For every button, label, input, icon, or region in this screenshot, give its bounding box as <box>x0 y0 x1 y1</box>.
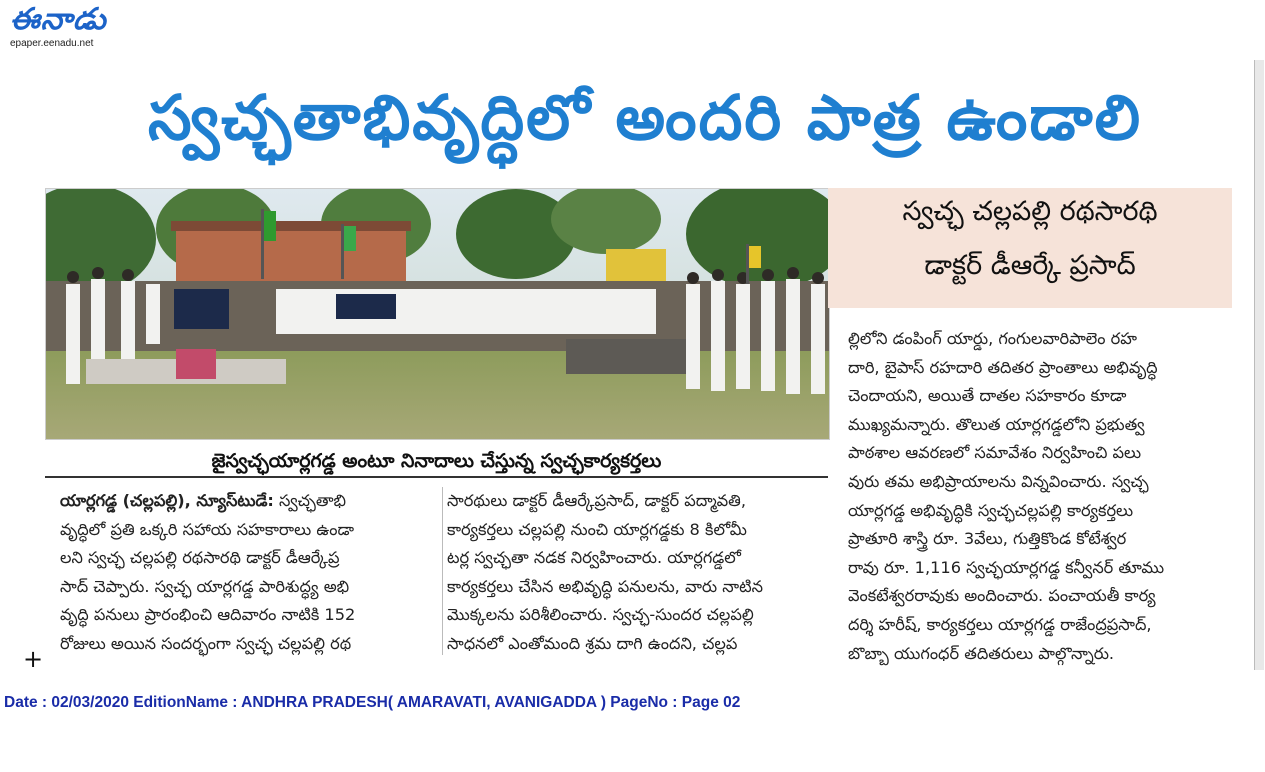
article-line: చెందాయని, అయితే దాతల సహకారం కూడా <box>848 386 1127 406</box>
page-info-footer: Date : 02/03/2020 EditionName : ANDHRA PRADESH( AMARAVATI, AVANIGADDA ) PageNo : Page 02 <box>4 694 741 711</box>
photo-caption: జైస్వచ్ఛయార్లగడ్డ అంటూ నినాదాలు చేస్తున్న స్వచ్ఛకార్యకర్తలు <box>45 446 828 478</box>
article-line: యార్లగడ్డ అభివృద్ధికి స్వచ్ఛచల్లపల్లి కార్యకర్తలు <box>848 500 1134 520</box>
article-line: వృద్ధి పనులు ప్రారంభించి ఆదివారం నాటికి 152 <box>60 605 356 625</box>
logo-text: ఈనాడు <box>10 2 107 37</box>
article-line: సారథులు డాక్టర్ డీఆర్కేప్రసాద్, డాక్టర్ పద్మావతి, <box>447 491 746 510</box>
article-column-3 <box>848 325 1226 668</box>
article-line: ప్రాతూరి శాస్త్రి రూ. 3వేలు, గుత్తికొండ కోటేశ్వర <box>848 529 1127 549</box>
article-column-1 <box>60 487 438 659</box>
article-line: బొబ్బా యుగంధర్ తదితరులు పాల్గొన్నారు. <box>848 643 1115 663</box>
photo-illustration <box>46 189 829 439</box>
crosshair-cursor-icon: + <box>23 645 44 673</box>
article-line: ముఖ్యమన్నారు. తొలుత యార్లగడ్డలోని ప్రభుత్వ <box>848 414 1145 434</box>
article-line: రావు రూ. 1,116 స్వచ్ఛయార్లగడ్డ కన్వీనర్ తూము <box>848 557 1165 577</box>
article-line: రోజులు అయిన సందర్భంగా స్వచ్ఛ చల్లపల్లి రథ <box>60 633 352 653</box>
article-line: దర్శి హరీష్, కార్యకర్తలు యార్లగడ్డ రాజేంద్రప్రసాద్, <box>848 614 1152 634</box>
highlight-line-1: స్వచ్ఛ చల్లపల్లి రథసారథి <box>902 196 1158 227</box>
article-line: దారి, బైపాస్ రహదారి తదితర ప్రాంతాలు అభివృద్ధి <box>848 357 1158 377</box>
article-photo <box>45 188 830 440</box>
highlight-box <box>828 188 1232 308</box>
article-line: కార్యకర్తలు చల్లపల్లి నుంచి యార్లగడ్డకు 8 కిలోమీ <box>447 519 747 539</box>
article-line: లని స్వచ్ఛ చల్లపల్లి రథసారథి డాక్టర్ డీఆర్కేప్ర <box>60 548 340 568</box>
article-first-words: స్వచ్ఛతాభి <box>273 491 346 510</box>
column-divider <box>442 487 443 655</box>
article-line: మొక్కలను పరిశీలించారు. స్వచ్ఛ-సుందర చల్లపల్లి <box>447 605 754 625</box>
article-headline: స్వచ్ఛతాభివృద్ధిలో అందరి పాత్ర ఉండాలి <box>147 81 1143 154</box>
article-line: పాఠశాల ఆవరణలో సమావేశం నిర్వహించి పలు <box>848 443 1142 463</box>
article-line: కార్యకర్తలు చేసిన అభివృద్ధి పనులను, వారు నాటిన <box>447 576 763 596</box>
article-line: సాద్ చెప్పారు. స్వచ్ఛ యార్లగడ్డ పారిశుద్ధ్య అభి <box>60 576 350 596</box>
article-line: టర్ల స్వచ్ఛతా నడక నిర్వహించారు. యార్లగడ్డలో <box>447 548 741 568</box>
article-line: ల్లిలోని డంపింగ్ యార్డు, గంగులవారిపాలెం రహ <box>848 329 1137 348</box>
article-line: వురు తమ అభిప్రాయాలను విన్నవించారు. స్వచ్ఛ <box>848 471 1149 491</box>
article-first-line <box>60 487 438 516</box>
article-line: వృద్ధిలో ప్రతి ఒక్కరి సహాయ సహకారాలు ఉండా <box>60 519 354 539</box>
logo-url: epaper.eenadu.net <box>10 38 94 49</box>
page-edge-bar <box>1254 60 1264 670</box>
eenadu-logo[interactable] <box>4 2 144 50</box>
highlight-line-2: డాక్టర్ డీఆర్కే ప్రసాద్ <box>924 250 1136 281</box>
article-column-2 <box>447 487 827 659</box>
article-dateline: యార్లగడ్డ (చల్లపల్లి), న్యూస్‌టుడే: <box>60 491 274 510</box>
article-line: వెంకటేశ్వరరావుకు అందించారు. పంచాయతీ కార్య <box>848 586 1156 606</box>
article-line: సాధనలో ఎంతోమంది శ్రమ దాగి ఉందని, చల్లప <box>447 633 738 653</box>
